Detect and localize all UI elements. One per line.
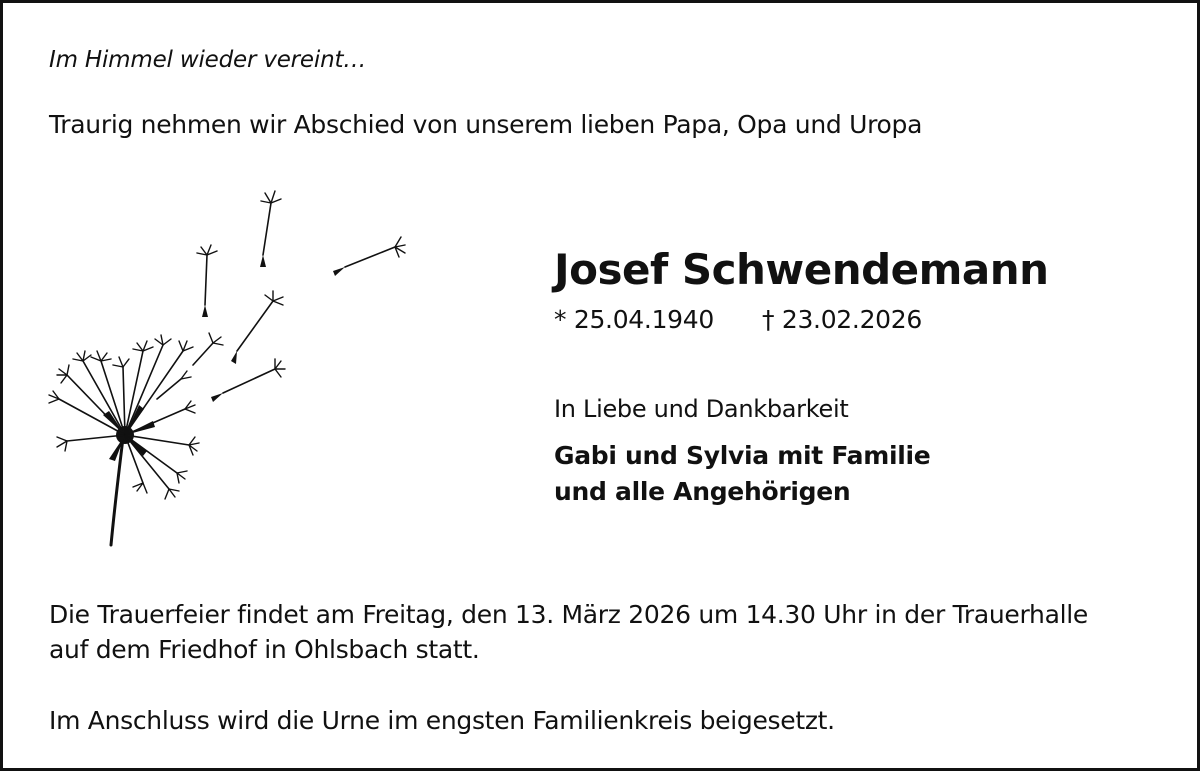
dandelion-icon bbox=[43, 183, 433, 553]
ceremony-info bbox=[49, 597, 1088, 667]
mourners-line-1: Gabi und Sylvia mit Familie bbox=[554, 441, 931, 470]
lead-line: Traurig nehmen wir Abschied von unserem lieben Papa, Opa und Uropa bbox=[49, 110, 923, 139]
birth-date: * 25.04.1940 bbox=[554, 305, 714, 334]
death-date: † 23.02.2026 bbox=[762, 305, 922, 334]
ceremony-line-2: auf dem Friedhof in Ohlsbach statt. bbox=[49, 635, 480, 664]
intro-line: Im Himmel wieder vereint… bbox=[49, 47, 367, 73]
mourners bbox=[554, 438, 930, 510]
dedication-line: In Liebe und Dankbarkeit bbox=[554, 395, 849, 423]
deceased-name: Josef Schwendemann bbox=[554, 245, 1049, 294]
ceremony-line-1: Die Trauerfeier findet am Freitag, den 13. März 2026 um 14.30 Uhr in der Trauerhalle bbox=[49, 600, 1088, 629]
mourners-line-2: und alle Angehörigen bbox=[554, 477, 851, 506]
life-dates bbox=[554, 305, 922, 334]
burial-info: Im Anschluss wird die Urne im engsten Familienkreis beigesetzt. bbox=[49, 706, 835, 735]
